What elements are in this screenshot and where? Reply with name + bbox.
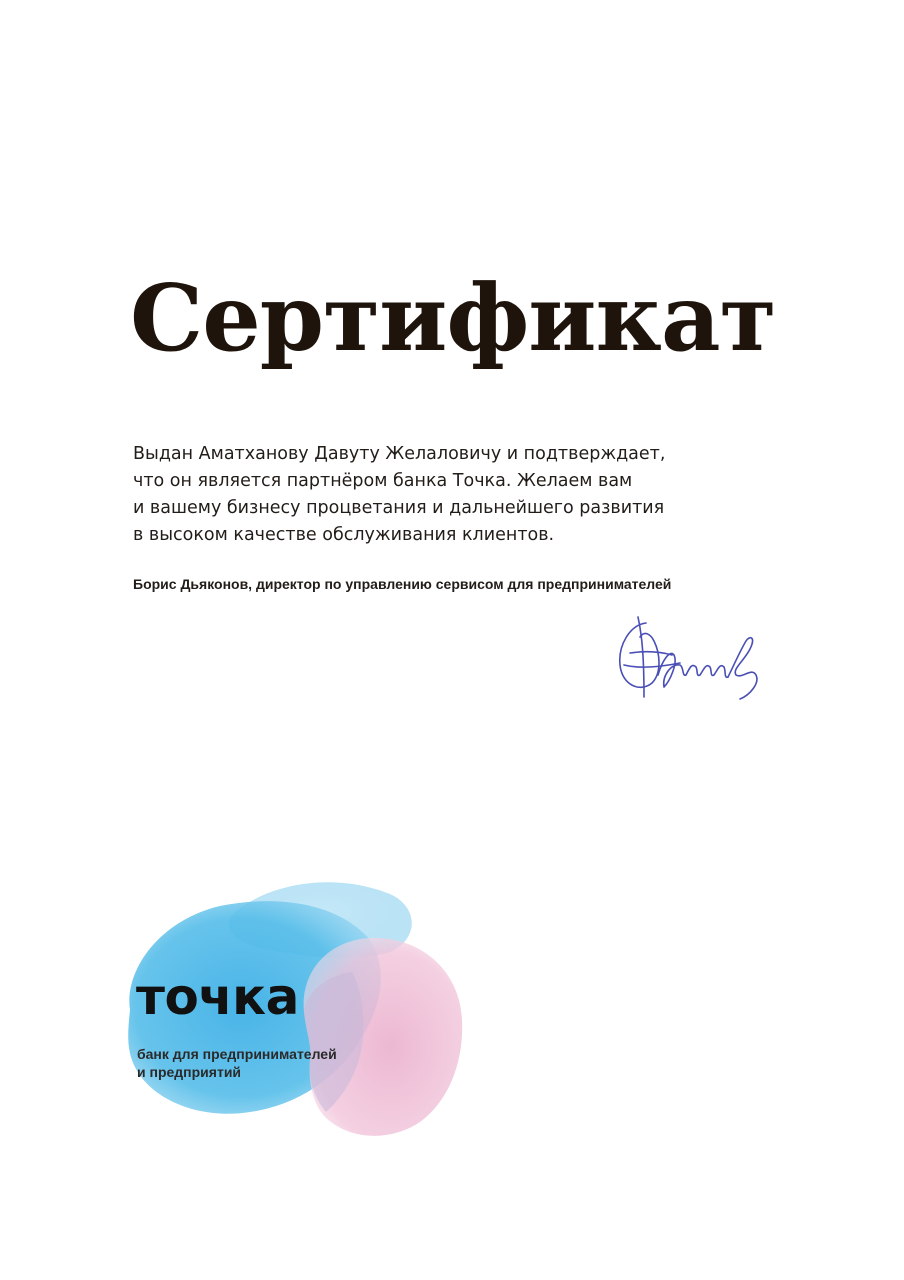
certificate-title: Сертификат — [130, 264, 776, 372]
brand-tagline — [137, 1045, 437, 1081]
signature-icon — [600, 605, 770, 710]
signer-caption: Борис Дьяконов, директор по управлению сервисом для предпринимателей — [133, 576, 672, 592]
tagline-line: банк для предпринимателей — [137, 1046, 337, 1062]
certificate-body — [133, 441, 773, 549]
body-line: Выдан Аматханову Давуту Желаловичу и подтверждает, — [133, 444, 666, 464]
body-line: в высоком качестве обслуживания клиентов. — [133, 525, 555, 545]
body-line: и вашему бизнесу процветания и дальнейшего развития — [133, 498, 665, 518]
brand-logo: точка — [136, 968, 299, 1026]
body-line: что он является партнёром банка Точка. Желаем вам — [133, 471, 633, 491]
tagline-line: и предприятий — [137, 1064, 242, 1080]
